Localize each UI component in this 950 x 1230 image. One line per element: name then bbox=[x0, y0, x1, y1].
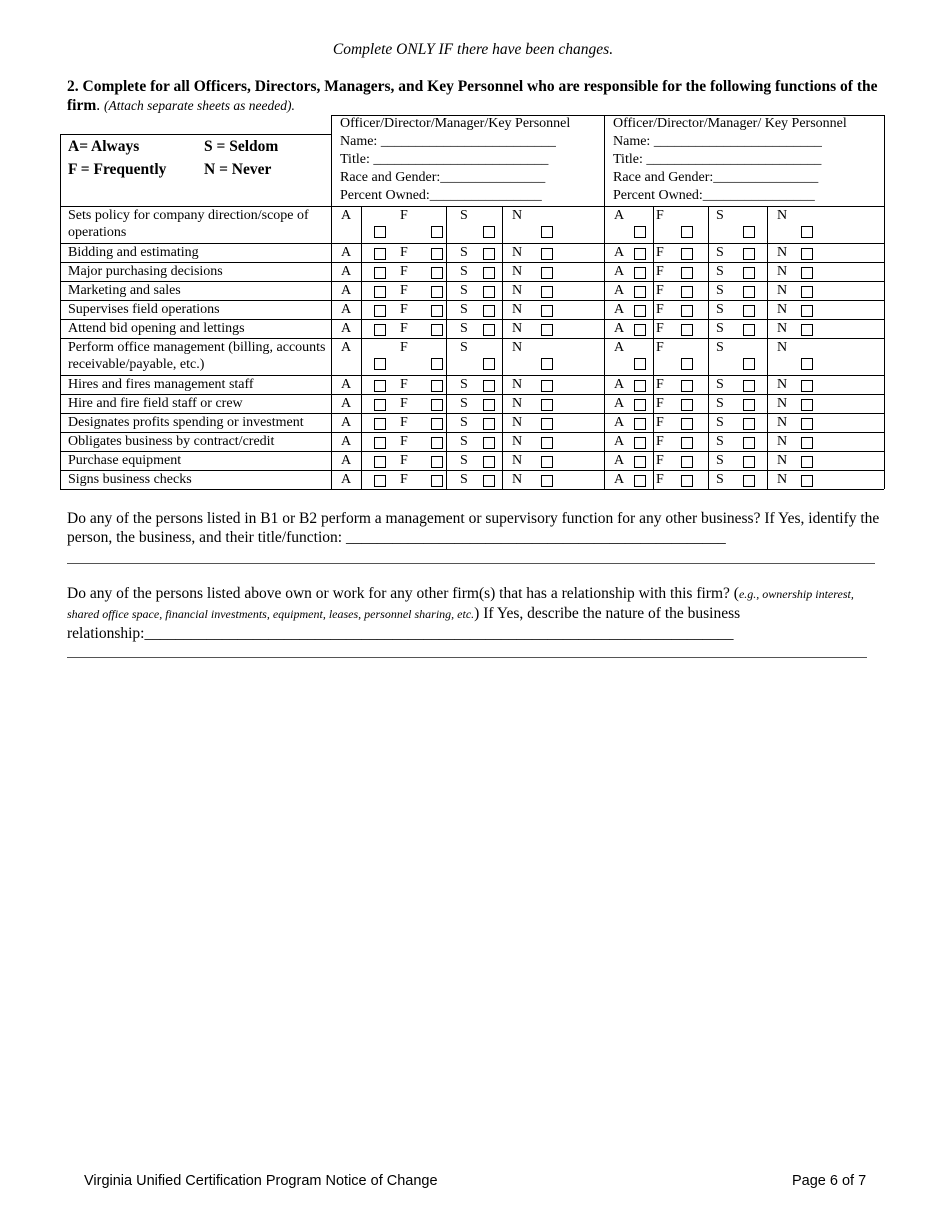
function-label: Hires and fires management staff bbox=[68, 377, 254, 392]
checkbox-n[interactable] bbox=[541, 248, 553, 260]
checkbox-s[interactable] bbox=[483, 267, 495, 279]
function-label: Hire and fire field staff or crew bbox=[68, 396, 243, 411]
checkbox-a[interactable] bbox=[634, 358, 646, 370]
option-letter: N bbox=[512, 302, 523, 317]
answer-line[interactable] bbox=[67, 657, 867, 658]
function-label: Marketing and sales bbox=[68, 283, 181, 298]
option-divider bbox=[502, 206, 503, 489]
option-letter: A bbox=[614, 415, 625, 430]
checkbox-n[interactable] bbox=[801, 286, 813, 298]
checkbox-s[interactable] bbox=[743, 437, 755, 449]
option-letter: F bbox=[400, 245, 408, 260]
checkbox-n[interactable] bbox=[541, 324, 553, 336]
personnel-column-1 bbox=[340, 115, 570, 205]
option-letter: F bbox=[656, 208, 664, 223]
option-letter: S bbox=[716, 321, 724, 336]
checkbox-s[interactable] bbox=[483, 380, 495, 392]
option-divider bbox=[653, 206, 654, 489]
legend-always: A= Always bbox=[68, 138, 140, 155]
checkbox-f[interactable] bbox=[681, 418, 693, 430]
option-letter: A bbox=[341, 208, 352, 223]
option-letter: A bbox=[341, 321, 352, 336]
function-label: Obligates business by contract/credit bbox=[68, 434, 275, 449]
checkbox-a[interactable] bbox=[374, 418, 386, 430]
checkbox-a[interactable] bbox=[634, 456, 646, 468]
option-letter: S bbox=[460, 264, 468, 279]
option-letter: N bbox=[777, 396, 788, 411]
option-letter: N bbox=[777, 321, 788, 336]
checkbox-n[interactable] bbox=[541, 456, 553, 468]
function-label: Sets policy for company direction/scope of operations bbox=[68, 208, 309, 240]
option-letter: F bbox=[656, 283, 664, 298]
option-letter: A bbox=[341, 377, 352, 392]
option-divider bbox=[361, 206, 362, 489]
checkbox-s[interactable] bbox=[483, 475, 495, 487]
checkbox-n[interactable] bbox=[801, 248, 813, 260]
checkbox-f[interactable] bbox=[431, 226, 443, 238]
function-label: Bidding and estimating bbox=[68, 245, 199, 260]
checkbox-f[interactable] bbox=[681, 475, 693, 487]
option-letter: S bbox=[716, 377, 724, 392]
checkbox-a[interactable] bbox=[634, 437, 646, 449]
option-divider bbox=[767, 206, 768, 489]
checkbox-f[interactable] bbox=[681, 248, 693, 260]
option-letter: A bbox=[614, 208, 625, 223]
option-letter: S bbox=[716, 340, 724, 355]
personnel-header: Officer/Director/Manager/Key Personnel bbox=[340, 116, 571, 131]
checkbox-f[interactable] bbox=[431, 358, 443, 370]
checkbox-n[interactable] bbox=[541, 286, 553, 298]
option-letter: S bbox=[460, 321, 468, 336]
checkbox-s[interactable] bbox=[743, 305, 755, 317]
option-letter: A bbox=[341, 264, 352, 279]
checkbox-a[interactable] bbox=[634, 380, 646, 392]
checkbox-s[interactable] bbox=[483, 418, 495, 430]
checkbox-f[interactable] bbox=[681, 456, 693, 468]
function-label: Attend bid opening and lettings bbox=[68, 321, 245, 336]
checkbox-f[interactable] bbox=[681, 305, 693, 317]
checkbox-s[interactable] bbox=[743, 475, 755, 487]
percent-owned-field[interactable]: Percent Owned:________________ bbox=[613, 188, 815, 203]
option-letter: N bbox=[777, 264, 788, 279]
option-letter: N bbox=[512, 453, 523, 468]
answer-line[interactable] bbox=[67, 563, 875, 564]
checkbox-n[interactable] bbox=[801, 437, 813, 449]
checkbox-a[interactable] bbox=[374, 456, 386, 468]
checkbox-a[interactable] bbox=[374, 437, 386, 449]
checkbox-s[interactable] bbox=[483, 358, 495, 370]
option-letter: A bbox=[341, 415, 352, 430]
checkbox-f[interactable] bbox=[681, 324, 693, 336]
option-letter: S bbox=[460, 453, 468, 468]
option-letter: S bbox=[460, 340, 468, 355]
name-field[interactable]: Name: _________________________ bbox=[340, 134, 556, 149]
option-letter: N bbox=[512, 208, 523, 223]
question-related-firm bbox=[67, 584, 887, 643]
option-letter: A bbox=[341, 472, 352, 487]
checkbox-s[interactable] bbox=[483, 324, 495, 336]
question-text-end: ) If Yes, describe the nature of the business relationship:____________________________________________________________________________ bbox=[67, 605, 741, 642]
option-letter: A bbox=[341, 302, 352, 317]
option-letter: F bbox=[400, 472, 408, 487]
option-letter: N bbox=[777, 283, 788, 298]
option-letter: S bbox=[716, 264, 724, 279]
checkbox-a[interactable] bbox=[374, 399, 386, 411]
option-letter: F bbox=[400, 415, 408, 430]
table-left-border bbox=[60, 134, 61, 489]
option-letter: N bbox=[512, 434, 523, 449]
option-letter: S bbox=[716, 396, 724, 411]
option-letter: F bbox=[400, 453, 408, 468]
checkbox-s[interactable] bbox=[483, 286, 495, 298]
option-divider bbox=[446, 206, 447, 489]
option-letter: S bbox=[716, 245, 724, 260]
checkbox-n[interactable] bbox=[541, 418, 553, 430]
option-letter: F bbox=[400, 396, 408, 411]
option-letter: F bbox=[656, 377, 664, 392]
option-letter: A bbox=[341, 434, 352, 449]
option-letter: N bbox=[777, 302, 788, 317]
checkbox-a[interactable] bbox=[634, 475, 646, 487]
checkbox-s[interactable] bbox=[743, 248, 755, 260]
checkbox-f[interactable] bbox=[681, 226, 693, 238]
option-letter: A bbox=[614, 377, 625, 392]
checkbox-a[interactable] bbox=[374, 286, 386, 298]
option-letter: N bbox=[512, 340, 523, 355]
checkbox-n[interactable] bbox=[541, 267, 553, 279]
checkbox-n[interactable] bbox=[541, 358, 553, 370]
table-bottom-border bbox=[60, 489, 884, 490]
checkbox-s[interactable] bbox=[483, 226, 495, 238]
option-letter: F bbox=[400, 340, 408, 355]
checkbox-a[interactable] bbox=[374, 380, 386, 392]
checkbox-a[interactable] bbox=[374, 324, 386, 336]
option-letter: S bbox=[460, 415, 468, 430]
question-other-business bbox=[67, 509, 887, 547]
top-note: Complete ONLY IF there have been changes. bbox=[332, 41, 614, 58]
checkbox-n[interactable] bbox=[801, 418, 813, 430]
checkbox-f[interactable] bbox=[431, 248, 443, 260]
footer-title: Virginia Unified Certification Program Notice of Change bbox=[84, 1173, 438, 1189]
checkbox-s[interactable] bbox=[743, 324, 755, 336]
option-letter: A bbox=[341, 453, 352, 468]
checkbox-f[interactable] bbox=[431, 286, 443, 298]
option-letter: N bbox=[512, 283, 523, 298]
checkbox-f[interactable] bbox=[431, 324, 443, 336]
checkbox-f[interactable] bbox=[431, 380, 443, 392]
checkbox-f[interactable] bbox=[431, 475, 443, 487]
option-letter: N bbox=[512, 396, 523, 411]
checkbox-n[interactable] bbox=[541, 380, 553, 392]
option-letter: A bbox=[341, 340, 352, 355]
option-letter: N bbox=[512, 377, 523, 392]
checkbox-n[interactable] bbox=[801, 358, 813, 370]
checkbox-a[interactable] bbox=[634, 399, 646, 411]
function-label: Supervises field operations bbox=[68, 302, 220, 317]
option-letter: S bbox=[460, 283, 468, 298]
option-letter: A bbox=[614, 283, 625, 298]
checkbox-f[interactable] bbox=[431, 305, 443, 317]
checkbox-n[interactable] bbox=[801, 399, 813, 411]
legend-never: N = Never bbox=[204, 161, 272, 178]
checkbox-a[interactable] bbox=[374, 358, 386, 370]
option-letter: A bbox=[341, 245, 352, 260]
percent-owned-field[interactable]: Percent Owned:________________ bbox=[340, 188, 542, 203]
checkbox-s[interactable] bbox=[743, 418, 755, 430]
function-label: Purchase equipment bbox=[68, 453, 182, 468]
checkbox-a[interactable] bbox=[634, 226, 646, 238]
section-title-tail: . bbox=[96, 97, 101, 114]
option-letter: A bbox=[614, 453, 625, 468]
option-letter: F bbox=[656, 302, 664, 317]
checkbox-f[interactable] bbox=[681, 267, 693, 279]
checkbox-s[interactable] bbox=[743, 380, 755, 392]
option-letter: F bbox=[400, 434, 408, 449]
function-label: Major purchasing decisions bbox=[68, 264, 223, 279]
option-letter: A bbox=[614, 302, 625, 317]
option-letter: A bbox=[614, 264, 625, 279]
legend-seldom: S = Seldom bbox=[204, 138, 279, 155]
checkbox-n[interactable] bbox=[541, 475, 553, 487]
checkbox-a[interactable] bbox=[634, 267, 646, 279]
question-text: Do any of the persons listed above own or work for any other firm(s) that has a relationship with this firm? ( bbox=[67, 585, 739, 602]
option-divider bbox=[708, 206, 709, 489]
checkbox-a[interactable] bbox=[634, 324, 646, 336]
option-letter: S bbox=[716, 415, 724, 430]
option-letter: N bbox=[777, 472, 788, 487]
option-letter: F bbox=[656, 396, 664, 411]
option-letter: S bbox=[460, 472, 468, 487]
checkbox-f[interactable] bbox=[681, 358, 693, 370]
option-letter: A bbox=[614, 321, 625, 336]
function-label: Designates profits spending or investment bbox=[68, 415, 304, 430]
race-gender-field[interactable]: Race and Gender:_______________ bbox=[613, 170, 819, 185]
option-letter: N bbox=[777, 208, 788, 223]
checkbox-f[interactable] bbox=[681, 380, 693, 392]
option-letter: F bbox=[400, 321, 408, 336]
option-letter: A bbox=[614, 340, 625, 355]
checkbox-n[interactable] bbox=[801, 267, 813, 279]
checkbox-a[interactable] bbox=[374, 226, 386, 238]
function-label: Perform office management (billing, accounts receivable/payable, etc.) bbox=[68, 340, 326, 372]
option-letter: A bbox=[614, 434, 625, 449]
checkbox-s[interactable] bbox=[743, 286, 755, 298]
option-letter: N bbox=[512, 415, 523, 430]
option-letter: S bbox=[460, 377, 468, 392]
function-label: Signs business checks bbox=[68, 472, 192, 487]
option-letter: S bbox=[460, 396, 468, 411]
name-field[interactable]: Name: ________________________ bbox=[613, 134, 822, 149]
personnel-column-2 bbox=[613, 115, 847, 205]
section-title: Complete for all Officers, Directors, Managers, and Key Personnel who are responsible for the following functions of the firm bbox=[67, 78, 878, 114]
option-letter: S bbox=[716, 434, 724, 449]
section-number: 2. bbox=[67, 78, 79, 95]
option-letter: F bbox=[400, 283, 408, 298]
option-letter: S bbox=[460, 208, 468, 223]
title-field[interactable]: Title: _________________________ bbox=[613, 152, 822, 167]
option-letter: N bbox=[777, 434, 788, 449]
checkbox-n[interactable] bbox=[541, 305, 553, 317]
checkbox-n[interactable] bbox=[541, 437, 553, 449]
checkbox-a[interactable] bbox=[374, 305, 386, 317]
option-letter: S bbox=[716, 283, 724, 298]
option-letter: N bbox=[512, 264, 523, 279]
checkbox-n[interactable] bbox=[801, 226, 813, 238]
option-letter: S bbox=[716, 472, 724, 487]
option-letter: F bbox=[400, 302, 408, 317]
option-letter: F bbox=[400, 377, 408, 392]
page-number: Page 6 of 7 bbox=[792, 1173, 867, 1189]
option-letter: A bbox=[614, 245, 625, 260]
option-letter: N bbox=[512, 321, 523, 336]
option-letter: N bbox=[777, 245, 788, 260]
option-letter: S bbox=[460, 434, 468, 449]
option-letter: S bbox=[460, 245, 468, 260]
question-examples: e.g., ownership interest, shared office space, financial investments, equipment, leases, personnel sharing, etc. bbox=[67, 587, 854, 621]
checkbox-s[interactable] bbox=[743, 399, 755, 411]
checkbox-f[interactable] bbox=[431, 456, 443, 468]
option-letter: F bbox=[656, 434, 664, 449]
option-letter: F bbox=[656, 415, 664, 430]
option-letter: F bbox=[656, 453, 664, 468]
frequency-legend bbox=[68, 135, 330, 181]
option-letter: S bbox=[716, 302, 724, 317]
checkbox-s[interactable] bbox=[483, 305, 495, 317]
checkbox-n[interactable] bbox=[541, 399, 553, 411]
title-field[interactable]: Title: _________________________ bbox=[340, 152, 549, 167]
checkbox-a[interactable] bbox=[634, 305, 646, 317]
option-letter: S bbox=[716, 453, 724, 468]
checkbox-s[interactable] bbox=[743, 456, 755, 468]
checkbox-a[interactable] bbox=[374, 248, 386, 260]
checkbox-n[interactable] bbox=[541, 226, 553, 238]
legend-frequently: F = Frequently bbox=[68, 161, 167, 178]
option-letter: A bbox=[614, 396, 625, 411]
option-letter: A bbox=[614, 472, 625, 487]
checkbox-s[interactable] bbox=[743, 226, 755, 238]
option-letter: F bbox=[656, 321, 664, 336]
checkbox-s[interactable] bbox=[743, 267, 755, 279]
checkbox-f[interactable] bbox=[431, 399, 443, 411]
checkbox-f[interactable] bbox=[681, 286, 693, 298]
option-letter: N bbox=[512, 472, 523, 487]
checkbox-f[interactable] bbox=[431, 267, 443, 279]
checkbox-n[interactable] bbox=[801, 380, 813, 392]
option-letter: S bbox=[460, 302, 468, 317]
checkbox-f[interactable] bbox=[431, 437, 443, 449]
option-letter: A bbox=[341, 396, 352, 411]
checkbox-f[interactable] bbox=[681, 437, 693, 449]
checkbox-f[interactable] bbox=[681, 399, 693, 411]
option-letter: F bbox=[656, 340, 664, 355]
option-letter: N bbox=[777, 377, 788, 392]
option-letter: N bbox=[777, 340, 788, 355]
option-letter: F bbox=[400, 208, 408, 223]
option-letter: N bbox=[777, 415, 788, 430]
checkbox-n[interactable] bbox=[801, 324, 813, 336]
checkbox-a[interactable] bbox=[374, 475, 386, 487]
checkbox-f[interactable] bbox=[431, 418, 443, 430]
option-letter: F bbox=[400, 264, 408, 279]
option-letter: F bbox=[656, 472, 664, 487]
checkbox-s[interactable] bbox=[743, 358, 755, 370]
option-letter: N bbox=[512, 245, 523, 260]
checkbox-a[interactable] bbox=[374, 267, 386, 279]
checkbox-s[interactable] bbox=[483, 456, 495, 468]
option-letter: S bbox=[716, 208, 724, 223]
checkbox-n[interactable] bbox=[801, 456, 813, 468]
checkbox-s[interactable] bbox=[483, 399, 495, 411]
checkbox-a[interactable] bbox=[634, 286, 646, 298]
checkbox-n[interactable] bbox=[801, 305, 813, 317]
option-letter: F bbox=[656, 245, 664, 260]
attach-note: (Attach separate sheets as needed). bbox=[104, 98, 295, 113]
question-text: Do any of the persons listed in B1 or B2 perform a management or supervisory function for any other business? If Yes, identify the person, the business, and their title/function: _________________________________________________ bbox=[67, 510, 880, 546]
checkbox-s[interactable] bbox=[483, 437, 495, 449]
option-letter: N bbox=[777, 453, 788, 468]
checkbox-n[interactable] bbox=[801, 475, 813, 487]
table-right-border bbox=[884, 115, 885, 489]
checkbox-a[interactable] bbox=[634, 248, 646, 260]
option-letter: A bbox=[341, 283, 352, 298]
race-gender-field[interactable]: Race and Gender:_______________ bbox=[340, 170, 546, 185]
checkbox-s[interactable] bbox=[483, 248, 495, 260]
checkbox-a[interactable] bbox=[634, 418, 646, 430]
personnel-header: Officer/Director/Manager/ Key Personnel bbox=[613, 116, 847, 131]
option-letter: F bbox=[656, 264, 664, 279]
